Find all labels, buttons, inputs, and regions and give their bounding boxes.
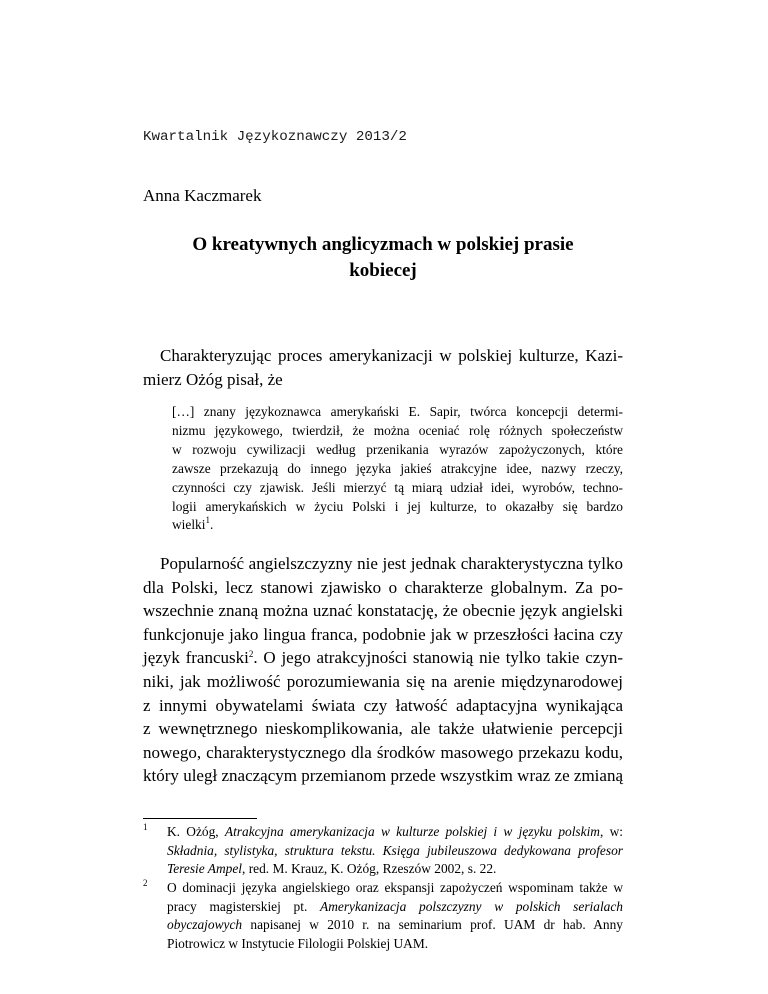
paragraph-main — [143, 552, 623, 788]
quote-end-punct: . — [209, 517, 214, 533]
paragraph-line: z innymi obywatelami świata czy łatwość adaptacyjna wynikająca — [143, 695, 623, 715]
quote-line-last — [172, 516, 623, 535]
paragraph-line: który uległ znaczącym przemianom przede wszystkim wraz ze zmianą — [143, 766, 623, 786]
quote-line: logii amerykańskich w życiu Polski i jej kulturze, to okazałby się bardzo — [172, 498, 623, 514]
footnote-in: , w: — [599, 824, 623, 839]
footnote-author: K. Ożóg, — [167, 824, 225, 839]
footnote-details: , red. M. Krauz, K. Ożóg, Rzeszów 2002, s. 22. — [242, 861, 497, 877]
paragraph-line: dla Polski, lecz stanowi zjawisko o charakterze globalnym. Za po- — [143, 577, 623, 597]
footnote-text — [167, 823, 623, 879]
paragraph-intro — [143, 344, 623, 391]
author-name: Anna Kaczmarek — [143, 186, 262, 205]
footnote-text-end: napisanej w 2010 r. na seminarium prof. UAM dr hab. Anny Piotrowicz w Instytucie Filologii Polskiej UAM. — [167, 917, 623, 951]
paragraph-line: niki, jak możliwość porozumiewania się na arenie międzynarodowej — [143, 671, 623, 691]
footnote-work-title: Atrakcyjna amerykanizacja w kulturze polskiej i w języku polskim — [224, 824, 600, 839]
line-text: . O jego atrakcyjności stanowią nie tylko takie czyn- — [253, 648, 623, 668]
title-line-2: kobiecej — [349, 260, 417, 281]
paragraph-line: wszechnie znaną można uznać konstatację, że obecnie język angielski — [143, 601, 623, 621]
paragraph-line: Popularność angielszczyzny nie jest jednak charakterystyczna tylko — [160, 554, 623, 573]
paragraph-line: z wewnętrznego nieskomplikowania, ale także ułatwienie percepcji — [143, 719, 623, 739]
footnote-mark: 2 — [143, 878, 148, 888]
block-quote — [172, 403, 623, 535]
article-title — [143, 232, 623, 284]
footnote-mark: 1 — [143, 822, 148, 832]
footnote-text-start: O dominacji języka angielskiego oraz ekspansji zapożyczeń wspominam także w pracy magisterskiej pt. — [167, 880, 623, 914]
quote-line: w rozwoju cywilizacji według przenikania wyrazów zapożyczonych, które — [172, 441, 623, 457]
quote-line: nizmu językowego, twierdził, że można oceniać rolę różnych społeczeństw — [172, 422, 623, 438]
paragraph-line: nowego, charakterystycznego dla środków masowego przekazu kodu, — [143, 742, 623, 762]
line-text: język francuski — [143, 648, 249, 668]
paragraph-line-with-ref — [143, 646, 623, 670]
title-line-1: O kreatywnych anglicyzmach w polskiej prasie — [192, 234, 574, 255]
paragraph-line: mierz Ożóg pisał, że — [143, 369, 283, 389]
footnote-source: Składnia, stylistyka, struktura tekstu. Księga jubileuszowa dedykowana profesor Teresie Ampel — [167, 842, 623, 877]
footnote-ref-2[interactable]: 2 — [248, 649, 254, 660]
quote-last-word: wielki — [172, 517, 206, 533]
paragraph-line: Charakteryzując proces amerykanizacji w polskiej kulturze, Kazi- — [160, 346, 623, 365]
paragraph-line: funkcjonuje jako lingua franca, podobnie jak w przeszłości łacina czy — [143, 624, 623, 644]
journal-header: Kwartalnik Językoznawczy 2013/2 — [143, 129, 407, 145]
footnote-text — [167, 879, 623, 953]
footnote-ref-1[interactable]: 1 — [205, 515, 210, 526]
quote-line: zawsze przekazują do innego języka jakieś atrakcyjne idee, nazwy rzeczy, — [172, 460, 623, 476]
quote-line: czynności czy zjawisk. Jeśli mierzyć tą miarą udział idei, wyrobów, techno- — [172, 479, 623, 495]
quote-line: […] znany językoznawca amerykański E. Sapir, twórca koncepcji determi- — [172, 404, 623, 419]
footnote-divider — [143, 818, 257, 819]
footnote-thesis-title: Amerykanizacja polszczyzny w polskich serialach obyczajowych — [167, 898, 623, 933]
